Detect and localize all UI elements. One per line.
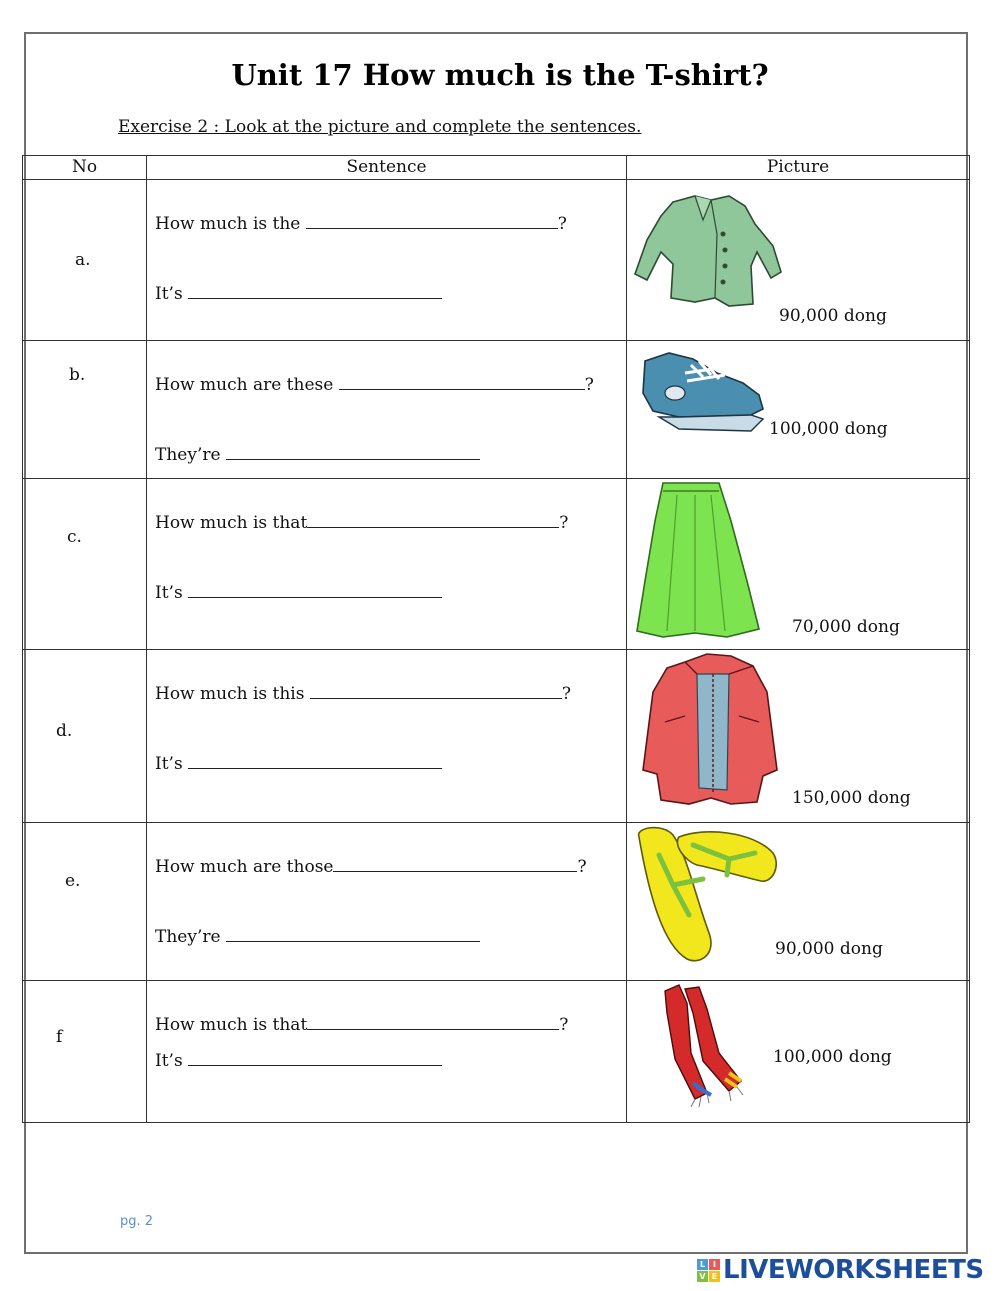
row-number-cell bbox=[23, 823, 147, 981]
question-line: How much is that ? bbox=[155, 513, 569, 533]
picture-cell bbox=[627, 650, 970, 823]
exercise-table bbox=[22, 155, 970, 1123]
question-line: How much are these ? bbox=[155, 375, 594, 395]
table-row bbox=[23, 650, 970, 823]
table-header-row bbox=[23, 156, 970, 180]
header-picture: Picture bbox=[627, 156, 970, 180]
page-title: Unit 17 How much is the T-shirt? bbox=[231, 58, 769, 92]
header-sentence: Sentence bbox=[147, 156, 627, 180]
picture-cell bbox=[627, 341, 970, 479]
coat-icon bbox=[641, 652, 781, 808]
table-row bbox=[23, 981, 970, 1123]
price-label: 100,000 dong bbox=[769, 419, 888, 439]
row-number-cell bbox=[23, 650, 147, 823]
liveworksheets-logo[interactable] bbox=[697, 1255, 984, 1285]
table-row bbox=[23, 823, 970, 981]
table-row bbox=[23, 341, 970, 479]
table-row bbox=[23, 180, 970, 341]
question-blank[interactable] bbox=[339, 375, 585, 390]
answer-blank[interactable] bbox=[226, 445, 480, 460]
price-label: 90,000 dong bbox=[779, 306, 887, 326]
brand-logo-icon: L I V E bbox=[697, 1259, 720, 1282]
exercise-instructions: Exercise 2 : Look at the picture and complete the sentences. bbox=[118, 117, 642, 137]
answer-line: It’s bbox=[155, 1051, 442, 1071]
price-label: 150,000 dong bbox=[792, 788, 911, 808]
picture-cell bbox=[627, 981, 970, 1123]
row-number-cell bbox=[23, 981, 147, 1123]
answer-blank[interactable] bbox=[188, 754, 442, 769]
answer-line: It’s bbox=[155, 284, 442, 304]
sentence-cell bbox=[147, 180, 627, 341]
jacket-icon bbox=[633, 194, 783, 312]
sentence-cell bbox=[147, 341, 627, 479]
row-number: d. bbox=[56, 721, 73, 741]
question-blank[interactable] bbox=[333, 857, 577, 872]
sentence-cell bbox=[147, 823, 627, 981]
question-line: How much are those ? bbox=[155, 857, 587, 877]
answer-line: It’s bbox=[155, 583, 442, 603]
brand-name: LIVEWORKSHEETS bbox=[723, 1255, 984, 1285]
picture-cell bbox=[627, 180, 970, 341]
answer-line: They’re bbox=[155, 445, 480, 465]
question-line: How much is the ? bbox=[155, 214, 567, 234]
picture-cell bbox=[627, 479, 970, 650]
row-number: a. bbox=[75, 250, 91, 270]
row-number: e. bbox=[65, 871, 81, 891]
price-label: 90,000 dong bbox=[775, 939, 883, 959]
header-no: No bbox=[23, 156, 147, 180]
sentence-cell bbox=[147, 479, 627, 650]
picture-cell bbox=[627, 823, 970, 981]
answer-blank[interactable] bbox=[188, 1051, 442, 1066]
row-number: c. bbox=[67, 527, 82, 547]
sentence-cell bbox=[147, 981, 627, 1123]
row-number: b. bbox=[69, 365, 86, 385]
row-number-cell bbox=[23, 341, 147, 479]
question-line: How much is that ? bbox=[155, 1015, 569, 1035]
flip-flops-icon bbox=[633, 825, 783, 965]
question-line: How much is this ? bbox=[155, 684, 571, 704]
price-label: 100,000 dong bbox=[773, 1047, 892, 1067]
price-label: 70,000 dong bbox=[792, 617, 900, 637]
row-number-cell bbox=[23, 479, 147, 650]
row-number-cell bbox=[23, 180, 147, 341]
sneakers-icon bbox=[639, 347, 769, 437]
answer-line: They’re bbox=[155, 927, 480, 947]
question-blank[interactable] bbox=[310, 684, 562, 699]
answer-blank[interactable] bbox=[226, 927, 480, 942]
skirt-icon bbox=[633, 481, 763, 639]
question-blank[interactable] bbox=[307, 513, 559, 528]
scarf-icon bbox=[655, 983, 755, 1107]
row-number: f bbox=[56, 1027, 63, 1047]
table-row bbox=[23, 479, 970, 650]
answer-blank[interactable] bbox=[188, 583, 442, 598]
question-blank[interactable] bbox=[307, 1015, 559, 1030]
question-blank[interactable] bbox=[306, 214, 558, 229]
page-number: pg. 2 bbox=[120, 1214, 154, 1229]
answer-blank[interactable] bbox=[188, 284, 442, 299]
sentence-cell bbox=[147, 650, 627, 823]
answer-line: It’s bbox=[155, 754, 442, 774]
